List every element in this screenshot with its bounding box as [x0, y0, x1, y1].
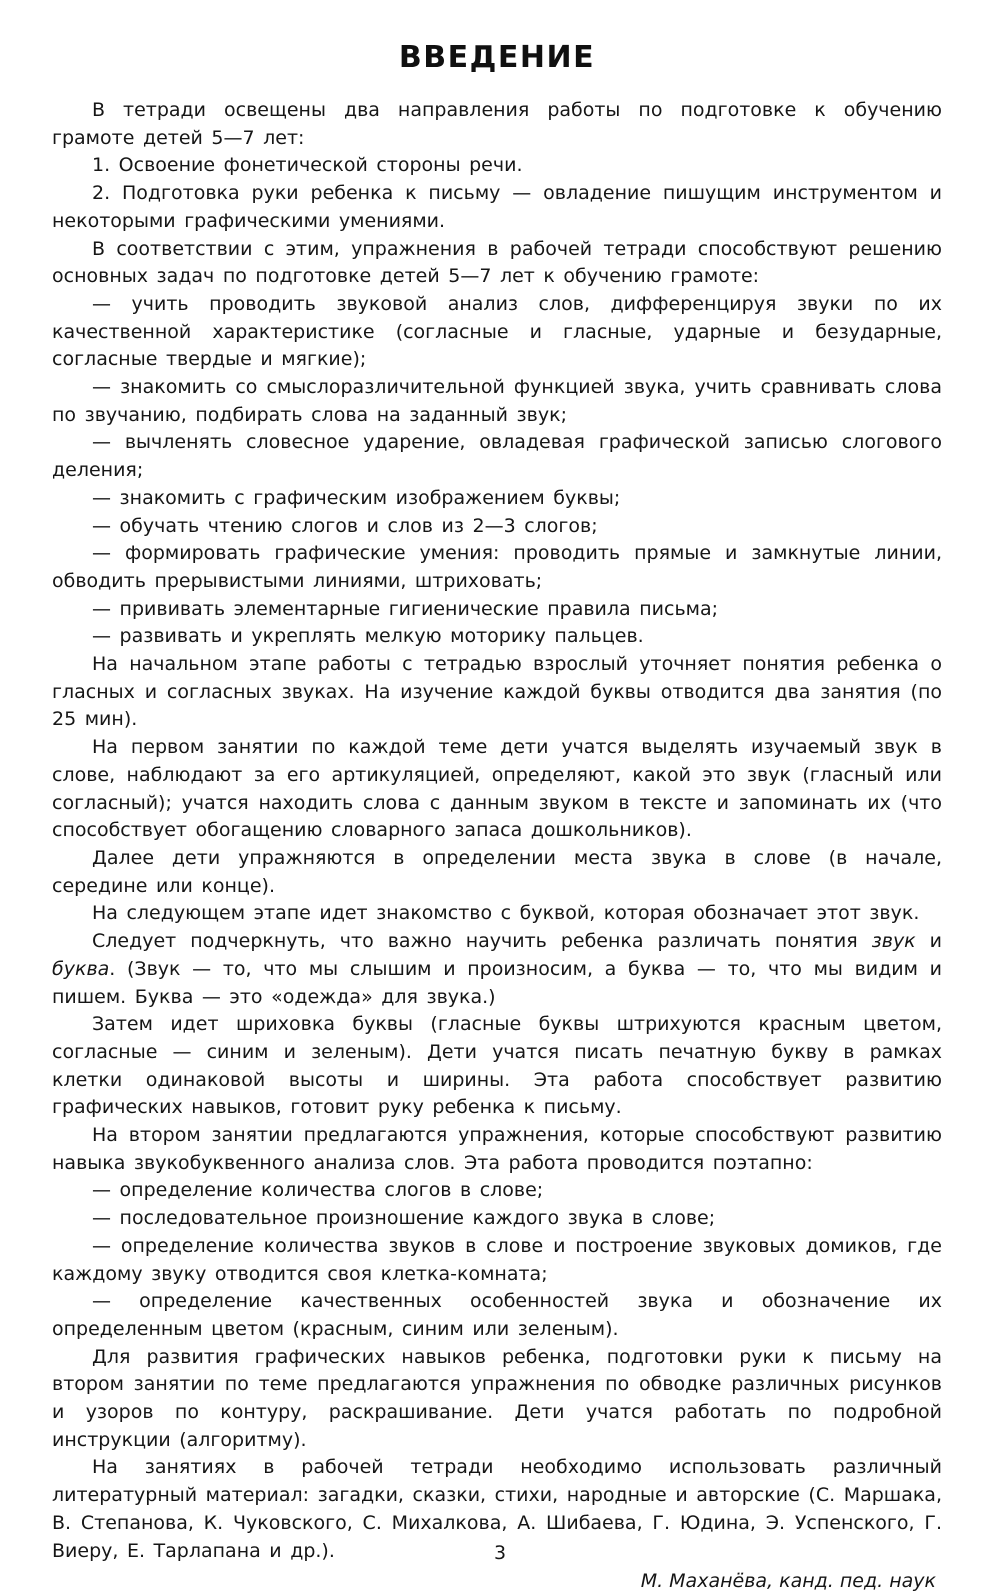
- paragraph: — определение количества слогов в слове;: [92, 1179, 544, 1202]
- paragraph: Затем идет шриховка буквы (гласные буквы штрихуются красным цветом, согласные — синим и зеленым). Дети учатся писать печатную букву в рамках клетки одинаковой высоты и ширины. Эта работа способствует развитию графических навыков, готовит руку ребенка к письму.: [52, 1013, 942, 1119]
- paragraph: На втором занятии предлагаются упражнения, которые способствуют развитию навыка звукобуквенного анализа слов. Эта работа проводится поэтапно:: [52, 1124, 942, 1174]
- text-run: и: [915, 930, 943, 953]
- author-signature: М. Маханёва, канд. пед. наук: [640, 1570, 936, 1593]
- paragraph: — вычленять словесное ударение, овладевая графической записью слогового деления;: [52, 431, 942, 482]
- emphasized-text: буква: [52, 957, 110, 980]
- text-run: Следует подчеркнуть, что важно научить ребенка различать понятия: [92, 930, 872, 953]
- paragraph: — определение качественных особенностей звука и обозначение их определенным цветом (красным, синим или зеленым).: [52, 1290, 942, 1340]
- paragraph: — знакомить с графическим изображением буквы;: [92, 486, 621, 509]
- page-number: 3: [493, 1542, 507, 1564]
- body-text: [52, 97, 942, 1565]
- paragraph: Далее дети упражняются в определении места звука в слове (в начале, середине или конце).: [52, 846, 942, 897]
- paragraph: — обучать чтению слогов и слов из 2—3 слогов;: [92, 514, 598, 537]
- paragraph: В соответствии с этим, упражнения в рабочей тетради способствуют решению основных задач по подготовке детей 5—7 лет к обучению грамоте:: [52, 237, 942, 288]
- text-run: . (Звук — то, что мы слышим и произносим, а буква — то, что мы видим и пишем. Буква — это «одежда» для звука.): [52, 957, 942, 1008]
- paragraph: — знакомить со смыслоразличительной функцией звука, учить сравнивать слова по звучанию, подбирать слова на заданный звук;: [52, 376, 942, 426]
- paragraph: 2. Подготовка руки ребенка к письму — овладение пишущим инструментом и некоторыми графическими умениями.: [52, 182, 942, 232]
- paragraph: Для развития графических навыков ребенка, подготовки руки к письму на втором занятии по теме предлагаются упражнения по обводке различных рисунков и узоров по контуру, раскрашивание. Дети учатся работать по подробной инструкции (алгоритму).: [52, 1345, 942, 1451]
- paragraph: На первом занятии по каждой теме дети учатся выделять изучаемый звук в слове, наблюдают за его артикуляцией, определяют, какой это звук (гласный или согласный); учатся находить слова с данным звуком в тексте и запоминать их (что способствует обогащению словарного запаса дошкольников).: [52, 736, 942, 842]
- paragraph: На занятиях в рабочей тетради необходимо использовать различный литературный материал: загадки, сказки, стихи, народные и авторские (С. Маршака, В. Степанова, К. Чуковского, С. Михалкова, А. Шибаева, Г. Юдина, Э. Успенского, Г. Виеру, Е. Тарлапана и др.).: [52, 1456, 942, 1562]
- paragraph: — прививать элементарные гигиенические правила письма;: [92, 597, 719, 620]
- paragraph: — последовательное произношение каждого звука в слове;: [92, 1207, 716, 1230]
- paragraph: На начальном этапе работы с тетрадью взрослый уточняет понятия ребенка о гласных и согласных звуках. На изучение каждой буквы отводится два занятия (по 25 мин).: [52, 653, 942, 731]
- paragraph: — развивать и укреплять мелкую моторику пальцев.: [92, 625, 644, 648]
- emphasized-text: звук: [871, 930, 916, 953]
- paragraph: 1. Освоение фонетической стороны речи.: [92, 154, 523, 177]
- paragraph: — учить проводить звуковой анализ слов, дифференцируя звуки по их качественной характеристике (согласные и гласные, ударные и безударные, согласные твердые и мягкие);: [52, 292, 942, 371]
- paragraph: На следующем этапе идет знакомство с буквой, которая обозначает этот звук.: [92, 902, 920, 925]
- paragraph: [52, 928, 942, 1011]
- paragraph: В тетради освещены два направления работы по подготовке к обучению грамоте детей 5—7 лет:: [52, 99, 942, 149]
- paragraph: — формировать графические умения: проводить прямые и замкнутые линии, обводить прерывистыми линиями, штриховать;: [52, 542, 942, 592]
- paragraph: — определение количества звуков в слове и построение звуковых домиков, где каждому звуку отводится своя клетка-комната;: [52, 1234, 942, 1285]
- page-title: ВВЕДЕНИЕ: [398, 40, 596, 75]
